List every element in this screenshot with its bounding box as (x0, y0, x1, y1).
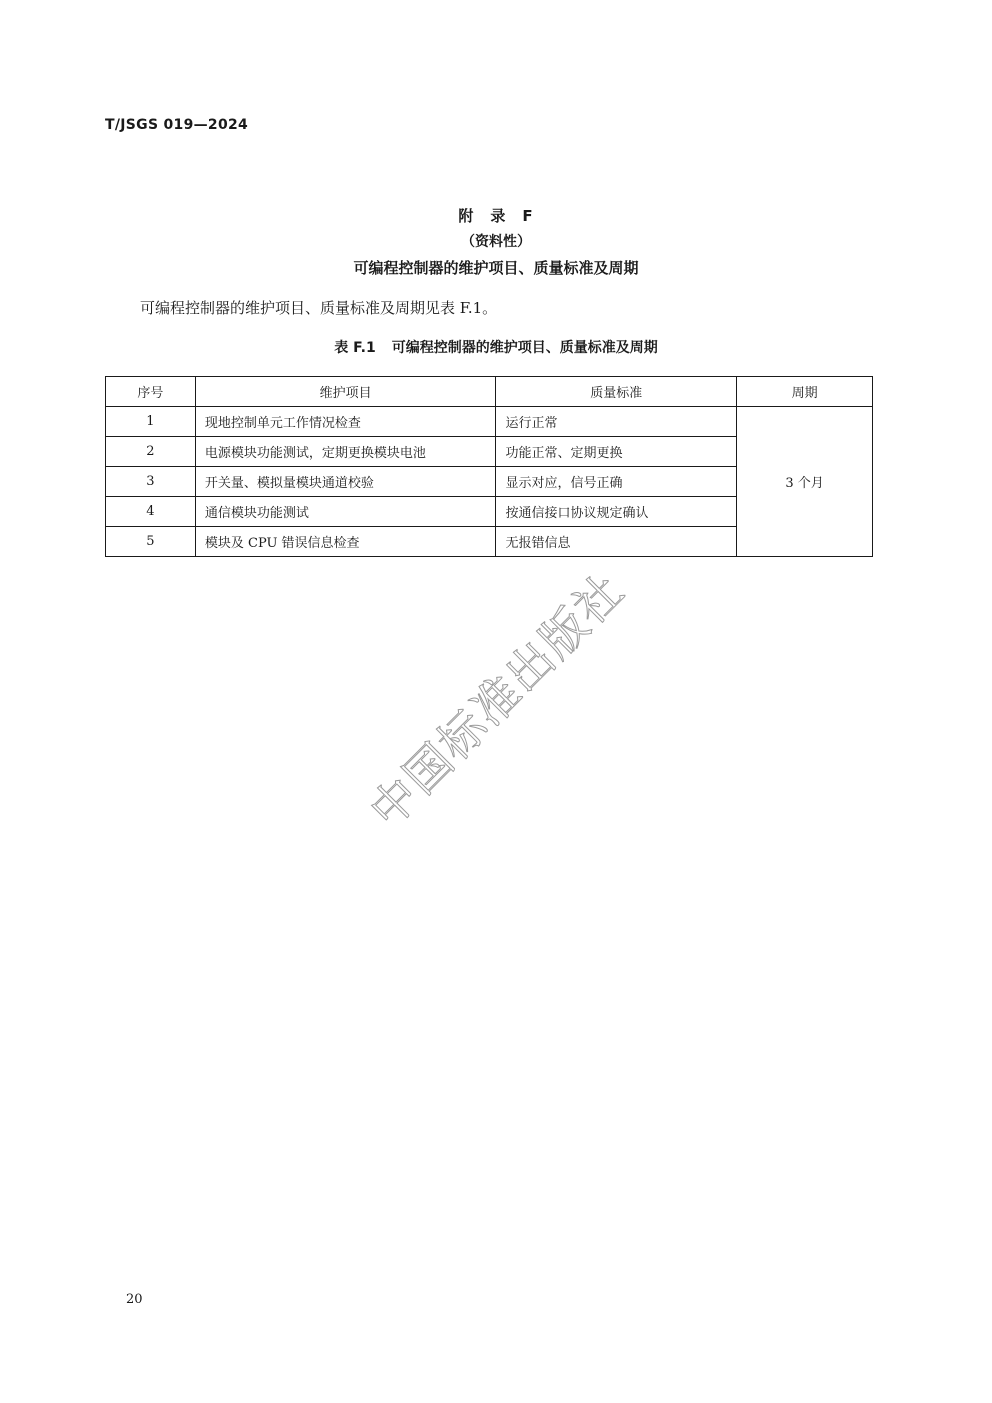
table-row (106, 407, 873, 437)
cell-item: 开关量、模拟量模块通道校验 (195, 467, 496, 497)
header-period: 周期 (737, 377, 873, 407)
cell-period: 3 个月 (737, 407, 873, 557)
cell-item: 现地控制单元工作情况检查 (195, 407, 496, 437)
appendix-label: 附 录 F (458, 207, 534, 225)
cell-no: 4 (106, 497, 196, 527)
cell-no: 5 (106, 527, 196, 557)
cell-standard: 运行正常 (496, 407, 737, 437)
cell-standard: 功能正常、定期更换 (496, 437, 737, 467)
table-caption-title: 可编程控制器的维护项目、质量标准及周期 (391, 340, 658, 356)
table-caption-number: 表 F.1 (334, 340, 376, 356)
publisher-watermark: 中国标准出版社 (359, 562, 636, 839)
header-standard: 质量标准 (496, 377, 737, 407)
appendix-title: 可编程控制器的维护项目、质量标准及周期 (353, 259, 639, 277)
cell-standard: 无报错信息 (496, 527, 737, 557)
cell-no: 1 (106, 407, 196, 437)
cell-standard: 显示对应，信号正确 (496, 467, 737, 497)
table-caption (0, 337, 992, 357)
header-no: 序号 (106, 377, 196, 407)
cell-item: 通信模块功能测试 (195, 497, 496, 527)
maintenance-table (105, 376, 873, 557)
header-item: 维护项目 (195, 377, 496, 407)
table-header-row (106, 377, 873, 407)
cell-standard: 按通信接口协议规定确认 (496, 497, 737, 527)
document-code: T/JSGS 019—2024 (105, 117, 249, 133)
appendix-type: （资料性） (461, 234, 531, 250)
page-number: 20 (126, 1292, 143, 1307)
intro-paragraph: 可编程控制器的维护项目、质量标准及周期见表 F.1。 (140, 299, 498, 317)
cell-no: 2 (106, 437, 196, 467)
cell-item: 模块及 CPU 错误信息检查 (195, 527, 496, 557)
cell-no: 3 (106, 467, 196, 497)
cell-item: 电源模块功能测试，定期更换模块电池 (195, 437, 496, 467)
